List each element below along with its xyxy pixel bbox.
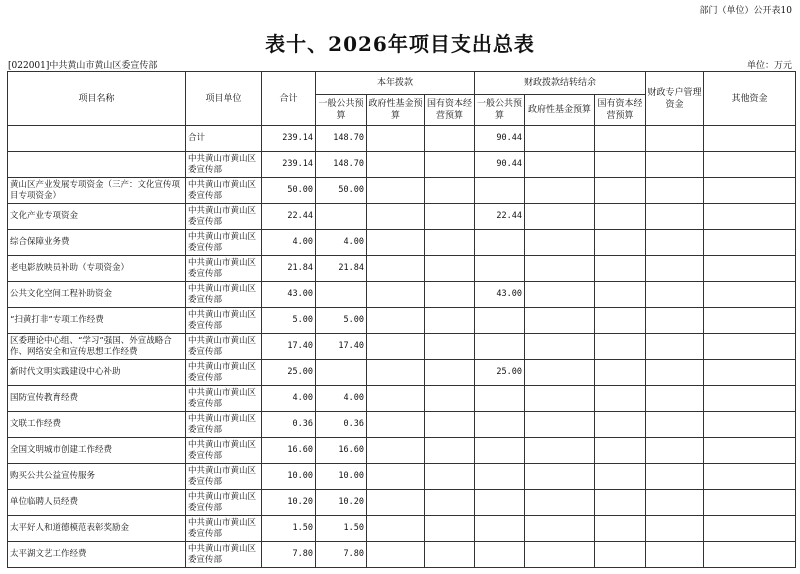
cell-project-unit: 中共黄山市黄山区委宣传部: [186, 282, 262, 308]
cell-total: 25.00: [262, 360, 316, 386]
cell-project-name: 购买公共公益宣传服务: [8, 464, 186, 490]
cell-total: 4.00: [262, 230, 316, 256]
cell-other-fund: [704, 360, 796, 386]
cell-carryover-general-budget: [475, 490, 525, 516]
cell-other-fund: [704, 308, 796, 334]
cell-carryover-state-capital-budget: [595, 230, 646, 256]
cell-total: 1.50: [262, 516, 316, 542]
cell-special-fund: [646, 308, 704, 334]
cell-gov-fund-budget: [367, 412, 425, 438]
table-row: [8, 204, 796, 230]
cell-carryover-state-capital-budget: [595, 464, 646, 490]
cell-state-capital-budget: [425, 230, 475, 256]
cell-total: 5.00: [262, 308, 316, 334]
cell-state-capital-budget: [425, 386, 475, 412]
cell-project-unit: 中共黄山市黄山区委宣传部: [186, 230, 262, 256]
table-row: [8, 334, 796, 360]
cell-special-fund: [646, 542, 704, 568]
cell-carryover-state-capital-budget: [595, 412, 646, 438]
table-row: [8, 360, 796, 386]
cell-project-unit: 中共黄山市黄山区委宣传部: [186, 386, 262, 412]
cell-total: 43.00: [262, 282, 316, 308]
cell-special-fund: [646, 152, 704, 178]
table-row: [8, 542, 796, 568]
cell-general-budget: [316, 282, 367, 308]
cell-carryover-general-budget: [475, 178, 525, 204]
cell-general-budget: 0.36: [316, 412, 367, 438]
cell-total: 10.20: [262, 490, 316, 516]
header-general-budget: 一般公共预算: [316, 95, 367, 126]
cell-special-fund: [646, 204, 704, 230]
header-gov-fund-budget: 政府性基金预算: [367, 95, 425, 126]
cell-general-budget: 7.80: [316, 542, 367, 568]
cell-gov-fund-budget: [367, 360, 425, 386]
cell-gov-fund-budget: [367, 282, 425, 308]
cell-general-budget: 4.00: [316, 230, 367, 256]
cell-general-budget: [316, 360, 367, 386]
cell-state-capital-budget: [425, 412, 475, 438]
cell-carryover-state-capital-budget: [595, 438, 646, 464]
cell-general-budget: 10.20: [316, 490, 367, 516]
cell-state-capital-budget: [425, 438, 475, 464]
cell-carryover-general-budget: 90.44: [475, 152, 525, 178]
cell-carryover-state-capital-budget: [595, 542, 646, 568]
cell-carryover-general-budget: [475, 386, 525, 412]
cell-gov-fund-budget: [367, 334, 425, 360]
cell-gov-fund-budget: [367, 230, 425, 256]
cell-special-fund: [646, 178, 704, 204]
cell-carryover-gov-fund-budget: [525, 360, 595, 386]
cell-state-capital-budget: [425, 334, 475, 360]
cell-other-fund: [704, 152, 796, 178]
cell-special-fund: [646, 386, 704, 412]
cell-gov-fund-budget: [367, 204, 425, 230]
cell-other-fund: [704, 490, 796, 516]
cell-state-capital-budget: [425, 516, 475, 542]
table-row: [8, 412, 796, 438]
cell-carryover-gov-fund-budget: [525, 152, 595, 178]
cell-carryover-general-budget: [475, 412, 525, 438]
cell-total: 22.44: [262, 204, 316, 230]
cell-carryover-gov-fund-budget: [525, 256, 595, 282]
cell-gov-fund-budget: [367, 464, 425, 490]
cell-project-name: 老电影放映员补助（专项资金）: [8, 256, 186, 282]
cell-total: 50.00: [262, 178, 316, 204]
cell-carryover-general-budget: [475, 308, 525, 334]
cell-carryover-gov-fund-budget: [525, 230, 595, 256]
cell-total: 7.80: [262, 542, 316, 568]
cell-carryover-gov-fund-budget: [525, 490, 595, 516]
cell-gov-fund-budget: [367, 438, 425, 464]
cell-general-budget: 17.40: [316, 334, 367, 360]
cell-carryover-general-budget: [475, 438, 525, 464]
cell-carryover-general-budget: [475, 464, 525, 490]
cell-carryover-general-budget: [475, 542, 525, 568]
cell-gov-fund-budget: [367, 178, 425, 204]
cell-state-capital-budget: [425, 282, 475, 308]
cell-carryover-state-capital-budget: [595, 126, 646, 152]
cell-state-capital-budget: [425, 152, 475, 178]
cell-project-name: 太平好人和道德模范表彰奖励金: [8, 516, 186, 542]
cell-project-name: [8, 126, 186, 152]
cell-carryover-state-capital-budget: [595, 282, 646, 308]
cell-general-budget: 21.84: [316, 256, 367, 282]
cell-special-fund: [646, 334, 704, 360]
cell-carryover-gov-fund-budget: [525, 334, 595, 360]
cell-gov-fund-budget: [367, 490, 425, 516]
cell-special-fund: [646, 490, 704, 516]
cell-gov-fund-budget: [367, 152, 425, 178]
cell-special-fund: [646, 438, 704, 464]
cell-state-capital-budget: [425, 464, 475, 490]
cell-project-unit: 中共黄山市黄山区委宣传部: [186, 412, 262, 438]
cell-carryover-gov-fund-budget: [525, 516, 595, 542]
table-row: [8, 464, 796, 490]
cell-carryover-general-budget: [475, 256, 525, 282]
header-special-fund: 财政专户管理资金: [646, 72, 704, 126]
cell-project-name: 黄山区产业发展专项资金（三产：文化宣传项目专项资金）: [8, 178, 186, 204]
cell-carryover-gov-fund-budget: [525, 308, 595, 334]
cell-general-budget: 10.00: [316, 464, 367, 490]
cell-project-name: 单位临聘人员经费: [8, 490, 186, 516]
cell-carryover-state-capital-budget: [595, 490, 646, 516]
cell-special-fund: [646, 516, 704, 542]
cell-carryover-state-capital-budget: [595, 360, 646, 386]
header-carryover-general-budget: 一般公共预算: [475, 95, 525, 126]
cell-general-budget: 50.00: [316, 178, 367, 204]
cell-state-capital-budget: [425, 490, 475, 516]
cell-general-budget: 148.70: [316, 126, 367, 152]
cell-total: 0.36: [262, 412, 316, 438]
cell-other-fund: [704, 178, 796, 204]
cell-other-fund: [704, 516, 796, 542]
header-other-fund: 其他资金: [704, 72, 796, 126]
cell-state-capital-budget: [425, 204, 475, 230]
cell-project-unit: 中共黄山市黄山区委宣传部: [186, 516, 262, 542]
header-state-capital-budget: 国有资本经营预算: [425, 95, 475, 126]
cell-special-fund: [646, 230, 704, 256]
cell-gov-fund-budget: [367, 542, 425, 568]
cell-special-fund: [646, 126, 704, 152]
project-expenditure-table: [7, 71, 796, 568]
cell-carryover-general-budget: 22.44: [475, 204, 525, 230]
cell-carryover-state-capital-budget: [595, 178, 646, 204]
cell-total: 16.60: [262, 438, 316, 464]
cell-carryover-gov-fund-budget: [525, 282, 595, 308]
cell-project-name: “扫黄打非”专项工作经费: [8, 308, 186, 334]
cell-gov-fund-budget: [367, 308, 425, 334]
cell-project-unit: 中共黄山市黄山区委宣传部: [186, 256, 262, 282]
cell-general-budget: 1.50: [316, 516, 367, 542]
table-row: [8, 308, 796, 334]
table-row: [8, 152, 796, 178]
header-carryover-gov-fund-budget: 政府性基金预算: [525, 95, 595, 126]
page-title: 表十、2026年项目支出总表: [265, 32, 535, 56]
cell-special-fund: [646, 282, 704, 308]
table-row: [8, 438, 796, 464]
table-row: [8, 256, 796, 282]
cell-special-fund: [646, 360, 704, 386]
cell-project-unit: 中共黄山市黄山区委宣传部: [186, 360, 262, 386]
cell-state-capital-budget: [425, 542, 475, 568]
cell-project-unit: 中共黄山市黄山区委宣传部: [186, 438, 262, 464]
cell-state-capital-budget: [425, 308, 475, 334]
cell-total: 10.00: [262, 464, 316, 490]
cell-carryover-state-capital-budget: [595, 152, 646, 178]
table-row: [8, 516, 796, 542]
cell-other-fund: [704, 464, 796, 490]
cell-other-fund: [704, 282, 796, 308]
cell-state-capital-budget: [425, 126, 475, 152]
cell-project-unit: 合计: [186, 126, 262, 152]
cell-carryover-gov-fund-budget: [525, 204, 595, 230]
cell-project-unit: 中共黄山市黄山区委宣传部: [186, 490, 262, 516]
cell-carryover-state-capital-budget: [595, 386, 646, 412]
header-project-name: 项目名称: [8, 72, 186, 126]
cell-other-fund: [704, 256, 796, 282]
cell-total: 4.00: [262, 386, 316, 412]
cell-other-fund: [704, 412, 796, 438]
cell-carryover-general-budget: 43.00: [475, 282, 525, 308]
cell-state-capital-budget: [425, 178, 475, 204]
header-total: 合计: [262, 72, 316, 126]
cell-general-budget: 5.00: [316, 308, 367, 334]
cell-carryover-general-budget: 25.00: [475, 360, 525, 386]
cell-other-fund: [704, 334, 796, 360]
cell-project-name: [8, 152, 186, 178]
cell-project-name: 全国文明城市创建工作经费: [8, 438, 186, 464]
header-carryover-state-capital-budget: 国有资本经营预算: [595, 95, 646, 126]
cell-project-unit: 中共黄山市黄山区委宣传部: [186, 178, 262, 204]
cell-general-budget: [316, 204, 367, 230]
header-project-unit: 项目单位: [186, 72, 262, 126]
table-row: [8, 282, 796, 308]
cell-carryover-state-capital-budget: [595, 256, 646, 282]
cell-project-name: 文联工作经费: [8, 412, 186, 438]
cell-other-fund: [704, 126, 796, 152]
cell-carryover-state-capital-budget: [595, 334, 646, 360]
table-row: [8, 386, 796, 412]
cell-project-name: 综合保障业务费: [8, 230, 186, 256]
cell-carryover-general-budget: [475, 334, 525, 360]
cell-carryover-general-budget: [475, 516, 525, 542]
table-row: [8, 126, 796, 152]
cell-other-fund: [704, 542, 796, 568]
form-number: 部门（单位）公开表10: [699, 6, 792, 16]
cell-project-unit: 中共黄山市黄山区委宣传部: [186, 152, 262, 178]
cell-project-unit: 中共黄山市黄山区委宣传部: [186, 204, 262, 230]
table-row: [8, 230, 796, 256]
cell-special-fund: [646, 256, 704, 282]
unit-label: 单位：万元: [746, 61, 792, 71]
cell-carryover-gov-fund-budget: [525, 178, 595, 204]
cell-carryover-state-capital-budget: [595, 516, 646, 542]
cell-carryover-gov-fund-budget: [525, 464, 595, 490]
cell-project-name: 公共文化空间工程补助资金: [8, 282, 186, 308]
table-row: [8, 490, 796, 516]
cell-state-capital-budget: [425, 360, 475, 386]
cell-carryover-state-capital-budget: [595, 204, 646, 230]
cell-project-name: 太平湖文艺工作经费: [8, 542, 186, 568]
cell-project-name: 国防宣传教育经费: [8, 386, 186, 412]
cell-total: 17.40: [262, 334, 316, 360]
cell-gov-fund-budget: [367, 516, 425, 542]
cell-special-fund: [646, 412, 704, 438]
header-carryover: 财政拨款结转结余: [475, 72, 646, 95]
cell-project-unit: 中共黄山市黄山区委宣传部: [186, 464, 262, 490]
cell-carryover-gov-fund-budget: [525, 542, 595, 568]
cell-project-name: 区委理论中心组、“学习”强国、外宣战略合作、网络安全和宣传思想工作经费: [8, 334, 186, 360]
cell-project-name: 文化产业专项资金: [8, 204, 186, 230]
cell-carryover-gov-fund-budget: [525, 126, 595, 152]
cell-carryover-state-capital-budget: [595, 308, 646, 334]
cell-gov-fund-budget: [367, 256, 425, 282]
cell-project-name: 新时代文明实践建设中心补助: [8, 360, 186, 386]
cell-special-fund: [646, 464, 704, 490]
cell-carryover-gov-fund-budget: [525, 386, 595, 412]
cell-carryover-gov-fund-budget: [525, 438, 595, 464]
cell-gov-fund-budget: [367, 126, 425, 152]
cell-general-budget: 148.70: [316, 152, 367, 178]
cell-state-capital-budget: [425, 256, 475, 282]
cell-general-budget: 16.60: [316, 438, 367, 464]
cell-total: 239.14: [262, 152, 316, 178]
cell-gov-fund-budget: [367, 386, 425, 412]
cell-project-unit: 中共黄山市黄山区委宣传部: [186, 542, 262, 568]
cell-total: 21.84: [262, 256, 316, 282]
cell-carryover-general-budget: [475, 230, 525, 256]
cell-other-fund: [704, 230, 796, 256]
cell-general-budget: 4.00: [316, 386, 367, 412]
cell-other-fund: [704, 438, 796, 464]
organization-label: [022001]中共黄山市黄山区委宣传部: [8, 61, 158, 71]
cell-other-fund: [704, 204, 796, 230]
cell-other-fund: [704, 386, 796, 412]
cell-total: 239.14: [262, 126, 316, 152]
cell-project-unit: 中共黄山市黄山区委宣传部: [186, 308, 262, 334]
header-current-year: 本年拨款: [316, 72, 475, 95]
cell-project-unit: 中共黄山市黄山区委宣传部: [186, 334, 262, 360]
cell-carryover-general-budget: 90.44: [475, 126, 525, 152]
cell-carryover-gov-fund-budget: [525, 412, 595, 438]
table-row: [8, 178, 796, 204]
